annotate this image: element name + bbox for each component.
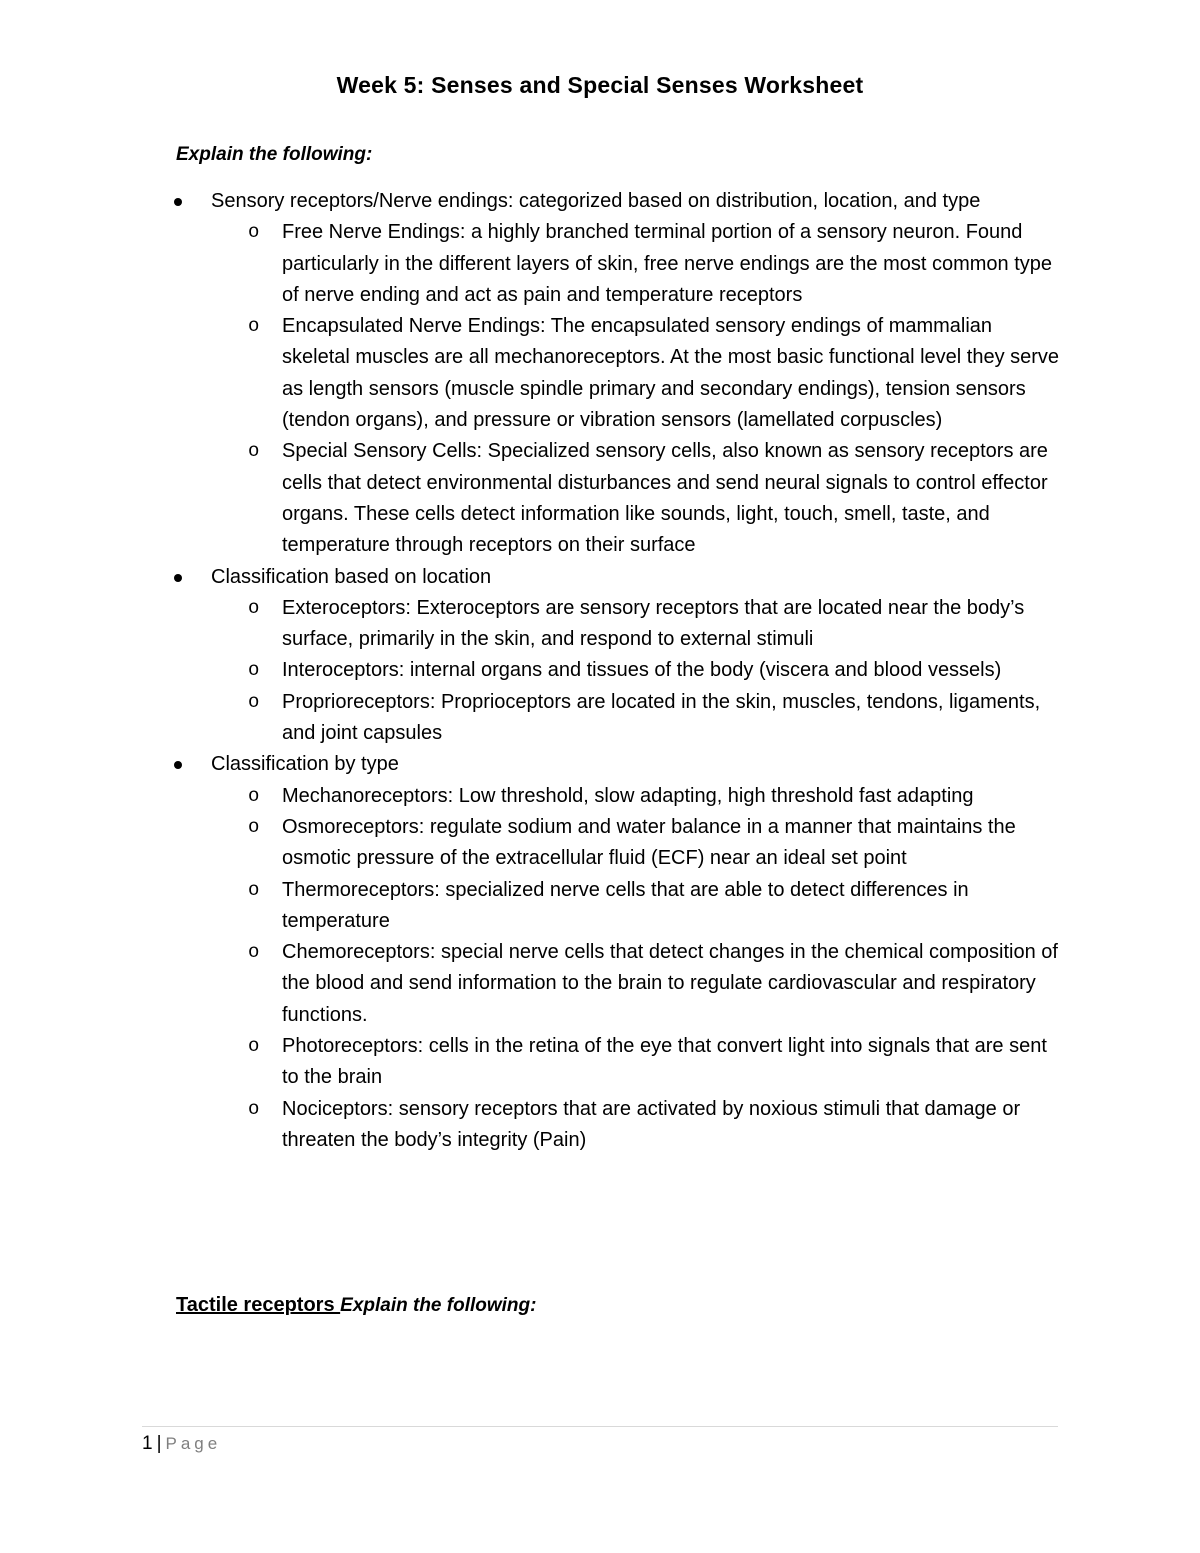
bullet-dot-icon	[174, 198, 182, 206]
footer-separator: |	[156, 1433, 162, 1454]
sub-bullet-text: Nociceptors: sensory receptors that are activated by noxious stimuli that damage or threaten the body’s integrity (Pain)	[282, 1097, 1021, 1151]
bullet-item	[0, 749, 1200, 780]
sub-bullet-text: Mechanoreceptors: Low threshold, slow adapting, high threshold fast adapting	[282, 784, 974, 807]
sub-bullet-circle-icon: o	[248, 1097, 260, 1120]
bullet-dot-icon	[174, 761, 182, 769]
sub-bullet-item	[0, 687, 1200, 750]
sub-bullet-circle-icon: o	[248, 878, 260, 901]
sub-bullet-item	[0, 311, 1200, 436]
sub-bullet-circle-icon: o	[248, 1035, 260, 1058]
sub-bullet-circle-icon: o	[248, 440, 260, 463]
sub-bullet-item	[0, 1094, 1200, 1157]
sub-bullet-text: Special Sensory Cells: Specialized sensory cells, also known as sensory receptors are cells that detect environmental disturbances and send neural signals to control effector organs. These cells detect information like sounds, light, touch, smell, taste, and temperature through receptors on their surface	[282, 440, 1048, 557]
sub-bullet-text: Encapsulated Nerve Endings: The encapsulated sensory endings of mammalian skeletal muscles are all mechanoreceptors. At the most basic functional level they serve as length sensors (muscle spindle primary and secondary endings), tension sensors (tendon organs), and pressure or vibration sensors (lamellated corpuscles)	[282, 315, 1060, 432]
sub-bullet-text: Photoreceptors: cells in the retina of the eye that convert light into signals that are sent to the brain	[282, 1035, 1047, 1089]
page-title: Week 5: Senses and Special Senses Worksheet	[336, 72, 864, 98]
sub-bullet-item	[0, 436, 1200, 561]
bullet-item	[0, 186, 1200, 217]
section-title: Tactile receptors	[176, 1294, 341, 1316]
bullet-text: Sensory receptors/Nerve endings: categorized based on distribution, location, and type	[211, 190, 981, 212]
sub-bullet-circle-icon: o	[248, 221, 260, 244]
sub-bullet-circle-icon: o	[248, 690, 260, 713]
bullet-dot-icon	[174, 574, 182, 582]
sub-bullet-circle-icon: o	[248, 941, 260, 964]
sub-bullet-circle-icon: o	[248, 596, 260, 619]
bullet-text: Classification based on location	[211, 565, 492, 588]
sub-bullet-text: Free Nerve Endings: a highly branched terminal portion of a sensory neuron. Found particularly in the different layers of skin, free nerve endings are the most common type of nerve ending and act as pain and temperature receptors	[282, 221, 1053, 306]
section-heading	[176, 1294, 536, 1317]
sub-bullet-text: Osmoreceptors: regulate sodium and water balance in a manner that maintains the osmotic pressure of the extracellular fluid (ECF) near an ideal set point	[282, 815, 1016, 870]
sub-bullet-circle-icon: o	[248, 659, 260, 682]
bullet-list	[0, 186, 1200, 1156]
section-instruction: Explain the following:	[340, 1295, 537, 1316]
sub-bullet-item	[0, 1031, 1200, 1094]
bullet-text: Classification by type	[211, 753, 399, 776]
sub-bullet-circle-icon: o	[248, 815, 260, 838]
intro-instruction: Explain the following:	[176, 144, 373, 165]
sub-bullet-item	[0, 655, 1200, 686]
sub-bullet-text: Thermoreceptors: specialized nerve cells that are able to detect differences in temperature	[282, 878, 969, 932]
sub-bullet-item	[0, 217, 1200, 311]
sub-bullet-item	[0, 875, 1200, 938]
bullet-item	[0, 562, 1200, 593]
sub-bullet-text: Interoceptors: internal organs and tissues of the body (viscera and blood vessels)	[282, 659, 1002, 682]
sub-bullet-item	[0, 593, 1200, 656]
sub-bullet-text: Proprioreceptors: Proprioceptors are located in the skin, muscles, tendons, ligaments, and joint capsules	[282, 690, 1041, 745]
page-footer	[142, 1433, 221, 1455]
sub-bullet-circle-icon: o	[248, 315, 260, 338]
sub-bullet-text: Chemoreceptors: special nerve cells that detect changes in the chemical composition of the blood and send information to the brain to regulate cardiovascular and respiratory functions.	[282, 941, 1058, 1026]
sub-bullet-item	[0, 812, 1200, 875]
page-label: Page	[165, 1434, 222, 1453]
sub-bullet-text: Exteroceptors: Exteroceptors are sensory receptors that are located near the body’s surface, primarily in the skin, and respond to external stimuli	[282, 596, 1025, 651]
sub-bullet-item	[0, 781, 1200, 812]
footer-divider	[142, 1426, 1058, 1427]
sub-bullet-item	[0, 937, 1200, 1031]
page-number: 1	[142, 1433, 153, 1454]
sub-bullet-circle-icon: o	[248, 784, 260, 807]
